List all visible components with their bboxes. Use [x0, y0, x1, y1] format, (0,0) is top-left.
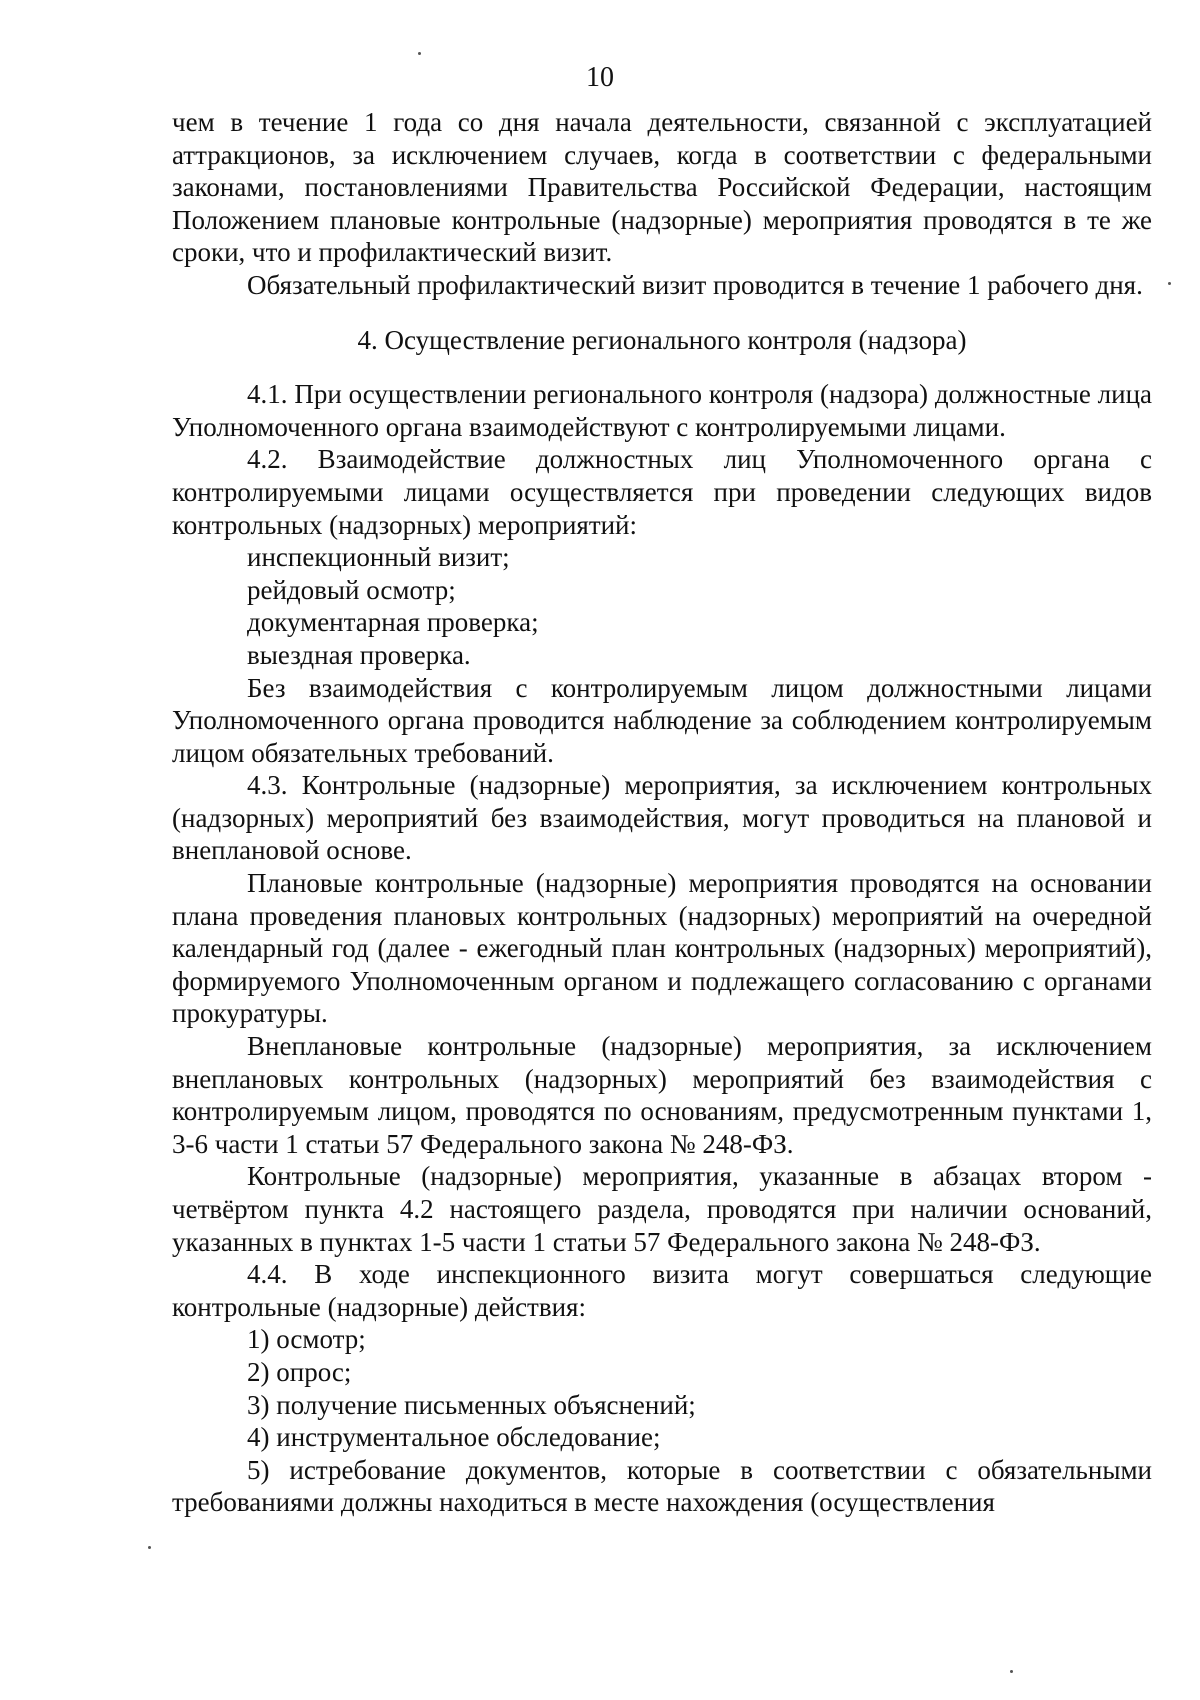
- paragraph-4-3: 4.3. Контрольные (надзорные) мероприятия, за исключением контрольных (надзорных) мероприятий без взаимодействия, могут проводиться на плановой и внеплановой основе.: [172, 770, 1152, 866]
- paragraph-4-1: 4.1. При осуществлении регионального контроля (надзора) должностные лица Уполномоченного органа взаимодействуют с контролируемыми лицами.: [172, 379, 1152, 442]
- paragraph-unplanned: Внеплановые контрольные (надзорные) мероприятия, за исключением внеплановых контрольных (надзорных) мероприятий без взаимодействия с контролируемым лицом, проводятся по основаниям, предусмотренным пунктами 1, 3-6 части 1 статьи 57 Федерального закона № 248-ФЗ.: [172, 1031, 1152, 1159]
- paragraph-measures: Контрольные (надзорные) мероприятия, указанные в абзацах втором - четвёртом пункта 4.2 настоящего раздела, проводятся при наличии оснований, указанных в пунктах 1-5 части 1 статьи 57 Федерального закона № 248-ФЗ.: [172, 1161, 1152, 1257]
- section-heading: 4. Осуществление регионального контроля (надзора): [357, 324, 967, 355]
- list-item: рейдовый осмотр;: [247, 574, 456, 605]
- paragraph-continuation: чем в течение 1 года со дня начала деятельности, связанной с эксплуатацией аттракционов, за исключением случаев, когда в соответствии с федеральными законами, постановлениями Правительства Российской Федерации, настоящим Положением плановые контрольные (надзорные) мероприятия проводятся в те же сроки, что и профилактический визит.: [172, 107, 1152, 268]
- paragraph-4-4: 4.4. В ходе инспекционного визита могут совершаться следующие контрольные (надзорные) действия:: [172, 1259, 1152, 1322]
- actions-list: [172, 1323, 1152, 1453]
- paragraph-planned: Плановые контрольные (надзорные) мероприятия проводятся на основании плана проведения плановых контрольных (надзорных) мероприятий на очередной календарный год (далее - ежегодный план контрольных (надзорных) мероприятий), формируемого Уполномоченным органом и подлежащего согласованию с органами прокуратуры.: [172, 868, 1152, 1029]
- list-item: 3) получение письменных объяснений;: [247, 1389, 696, 1420]
- paragraph-item-5: 5) истребование документов, которые в соответствии с обязательными требованиями должны находиться в месте нахождения (осуществления: [172, 1454, 1152, 1518]
- list-item: 4) инструментальное обследование;: [247, 1422, 661, 1453]
- paragraph-mandatory-visit: Обязательный профилактический визит проводится в течение 1 рабочего дня.: [247, 269, 1143, 300]
- scan-speck: [418, 52, 421, 55]
- scan-speck: [1010, 1670, 1013, 1673]
- list-item: документарная проверка;: [247, 607, 539, 638]
- page-number: 10: [586, 62, 614, 93]
- list-item: выездная проверка.: [247, 639, 471, 670]
- list-item: 1) осмотр;: [247, 1324, 366, 1355]
- paragraph-no-interaction: Без взаимодействия с контролируемым лицом должностными лицами Уполномоченного органа проводится наблюдение за соблюдением контролируемым лицом обязательных требований.: [172, 672, 1152, 768]
- list-item: 2) опрос;: [247, 1356, 352, 1387]
- document-body: [172, 106, 1152, 1519]
- scan-speck: [148, 1546, 151, 1549]
- measures-list: [172, 541, 1152, 671]
- paragraph-4-2: 4.2. Взаимодействие должностных лиц Уполномоченного органа с контролируемыми лицами осуществляется при проведении следующих видов контрольных (надзорных) мероприятий:: [172, 444, 1152, 540]
- scan-speck: [1168, 282, 1171, 285]
- list-item: инспекционный визит;: [247, 542, 510, 573]
